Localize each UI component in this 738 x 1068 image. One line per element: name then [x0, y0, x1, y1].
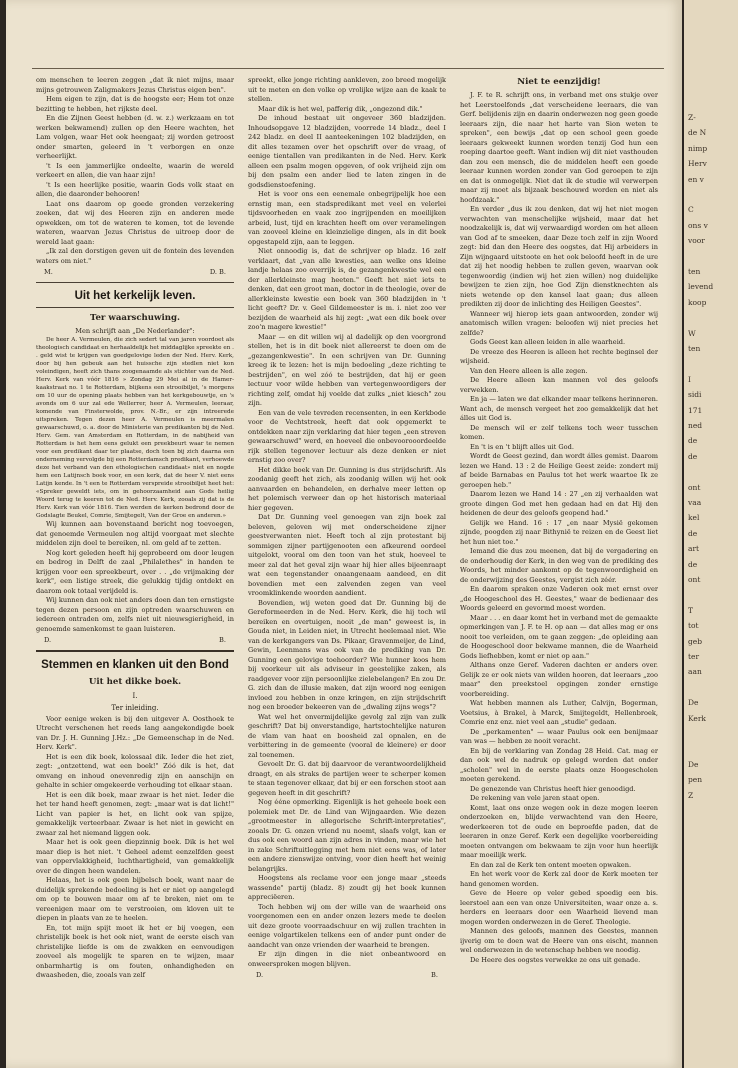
paragraph: En bij de verklaring van Zondag 28 Heid. Cat. mag er dan ook wel de nadruk op gelegd worden dat onder „scholen" wel in de eerste plaats onze Hoogescholen moeten gerekend. — [460, 746, 658, 783]
paragraph: Bovendien, wij weten goed dat Dr. Gunning bij de Gereformeerden in de Ned. Herv. Kerk, die hij toch wil bereiken en overtuigen, nooit „de man" geweest is, in Gouda niet, in Leiden niet, in Utrecht heelemaal niet. Wie van de kerkgangers van Ds. Pikaar, Gravenmeijer, de Lind, Gewin, Leenmans was ook van de prediking van Dr. Gunning een gelovige toehoorder? Wie hunner koos hem bij voorkeur uit als adviseur in geestelijke zaken, als raadgever voor zijn persoonlijke zielebelangen? En zou Dr. G. zich dan de illusie maken, dat zijn woord nog eenigen invloed zou hebben in onze kringen, en zijn strijdschrift nog een broeder bekeeren van de „dwaling zijns wegs"? — [248, 598, 446, 711]
paragraph: De inhoud bestaat uit ongeveer 360 bladzijden. Inhoudsopgave 12 bladzijden, voorrede 14 bladz., deel I 242 bladz. en deel II aanteekeningen 102 bladzijden, en dit alles tezamen over het opschrift over de vraag, of eenige tientallen van predikanten in de Ned. Herv. Kerk alleen een psalm mogen opgeven, of ook vrijheid zijn om bij den psalm een ander lied te laten zingen in de godsdienstoefening. — [248, 114, 446, 189]
adjacent-page-text-fragment: voor — [688, 236, 705, 246]
paragraph: Wanneer wij hierop iets gaan antwoorden, zonder wij anatomisch willen vragen: beloofen wij niet precies het zelfde? — [460, 309, 658, 337]
adjacent-page-text-fragment: vaa — [688, 498, 702, 507]
paragraph: Maar — en dit willen wij al dadelijk op den voorgrond stellen, het is in dit boek niet allereerst te doen om de „gezangenkwestie". In een schrijven van Dr. Gunning kreeg ik te lezen: het is mijn bedoeling „deze richting te bestrijden", en wel zóó te bestrijden, dat hij er geen lectuur voor wilde hebben van vertegenwoordigers der richting zelf, omdat hij voelde dat zulks „niet kiesch" zou zijn. — [248, 332, 446, 407]
column-3 — [460, 76, 658, 1048]
column-1 — [36, 76, 234, 1048]
paragraph: En het werk voor de Kerk zal door de Kerk moeten ter hand genomen worden. — [460, 870, 658, 888]
adjacent-page-text-fragment: T — [688, 605, 694, 615]
paragraph: Daarom lezen we Hand 14 : 27 „en zij verhaalden wat groote dingen God met hen gedaan had en dat Hij den heidenen de deur des geloofs geopend had." — [460, 490, 658, 517]
paragraph: Maar . . . en daar komt het in verband met de gemaakte opmerkingen van J. F. te H. op aan — dat alles mag er ons nooit toe verleiden, om te gaan zeggen: „de opleiding aan de Hoogeschool door bekwame mannen, die de Waarheid Gods liefhebben, komt er niet op aan." — [460, 613, 658, 660]
paragraph: 't Is een heerlijke positie, waarin Gods volk staat en allen, die daaronder behooren! — [36, 180, 234, 198]
paragraph: En ja — laten we dat elkander maar telkens herinneren. Want ach, de mensch vergeet het zoo gemakkelijk dat het álles uit God is. — [460, 395, 658, 422]
paragraph: Dat Dr. Gunning veel genoegen van zijn boek zal beleven, geloven wij met onderscheidene zijner geestverwanten niet. Heeft toch al zijn protestant bij sommigen zijner partijgenooten een afkeurend oordeel uitgelokt, vooral om den toon van het stuk, hoeveel te meer zal dat het geval zijn waar hij hier alles bijeenraapt wat een tegenstander onaangenaam aandeed, en dit bovendien met een zalvenden zegen van veel vroomklinkende woorden aandient. — [248, 513, 446, 597]
section-title: Uit het kerkelijk leven. — [74, 289, 196, 302]
paragraph: Gods Geest kan alleen leiden in alle waarheid. — [470, 338, 626, 346]
article-title: Ter waarschuwing. — [90, 312, 180, 323]
adjacent-page-text-fragment: geb — [688, 636, 703, 646]
paragraph: Hoogstens als reclame voor een jonge maar „steeds wassende" partij (bladz. 8) zoudt gij het boek kunnen appreciëeren. — [248, 874, 446, 901]
adjacent-page-text-fragment: de N — [688, 128, 707, 138]
adjacent-page-text-fragment: de — [688, 436, 698, 446]
adjacent-page-text-fragment: koop — [688, 297, 707, 307]
signature — [248, 971, 446, 981]
paragraph: Hem eigen te zijn, dat is de hoogste eer; Hem tot onze bezitting te hebben, het rijkste deel. — [36, 95, 234, 113]
paragraph: Het is een dik boek, kolossaal dik. Ieder die het ziet, zegt: „ontzettend, wat een boek!" Zóó dik is het, dat omvang en inhoud onevenredig zijn en aanschijn en gehalte in schier omgekeerde verhouding tot elkaar staan. — [36, 752, 234, 789]
paragraph: 't Is een jammerlijke ondeelte, waarin de wereld verkeert en allen, die van haar zijn! — [36, 161, 234, 179]
adjacent-page-text-fragment: art — [688, 544, 700, 554]
article-subtitle: Ter inleiding. — [111, 703, 159, 712]
paragraph: Mannen des geloofs, mannen des Geestes, mannen ijverig om te doen wat de Heere van ons eischt, mannen wel onderwezen in de wetenschap hebben we noodig. — [460, 927, 658, 954]
header-rule — [32, 68, 664, 69]
adjacent-page-text-fragment: Herv — [688, 159, 707, 169]
paragraph: De mensch wil er zelf telkens toch weer tusschen komen. — [460, 423, 658, 441]
signature-left: D. — [44, 636, 52, 644]
paragraph: Niet onnoodig is, dat de schrijver op bladz. 16 zelf verklaart, dat „van alle kwesties, aan welke ons kleine landje helaas zoo overrijk is, de gezangenkwestie wel een der allerkleinste mag heeten." Geeft het niet iets te denken, dat een groot man, doctor in de theologie, over de allerkleinste kwestie een boek van 360 bladzijden in 't licht geeft? Dr. v. Geel Gildemeester is m. i. niet zoo ver bezijden de waarheid als hij zegt: „wat een dik boek over zoo'n magere kwestie!" — [248, 247, 446, 331]
paragraph: De genezende van Christus heeft hier genoodigd. — [470, 784, 636, 793]
column-2 — [248, 76, 446, 1048]
adjacent-page-text-fragment: sidi — [688, 390, 702, 400]
paragraph: En, tot mijn spijt moet ik het er bij voegen, een christelijk boek is het ook niet, want de eerste eisch van christelijke liefde is om de zwakken en eenvoudigen zooveel als mogelijk te sparen en te wijzen, maar onbarmhartig is om fouten, onhandigheden en dwaasheden, die, zooals van zelf — [36, 923, 234, 979]
paragraph: De vreeze des Heeren is alleen het rechte beginsel der wijsheid. — [460, 347, 658, 365]
adjacent-page-text-fragment: de — [688, 559, 698, 569]
paragraph: Het is voor ons een eenemale onbegrijpelijk hoe een ernstig man, een stadspredikant met veel en velerlei tijdsvoorheden en vaak zoo ingrijpenden en moeilijken arbeid, lust, tijd en krachten heeft om over veramelingen van zooveel kleine en kleinzielige dingen, als in dit boek opgestapeld zijn, aan te leggen. — [248, 190, 446, 246]
adjacent-page-text-fragment: Kerk — [688, 713, 706, 723]
adjacent-page-text-fragment: C — [688, 205, 694, 215]
divider — [36, 650, 234, 652]
paragraph: De Heere des oogstes verwekke ze ons uit genade. — [470, 955, 641, 964]
adjacent-page-text-fragment: Z- — [688, 113, 696, 122]
adjacent-page-text-fragment: pen — [688, 775, 703, 785]
paragraph: De Heere alleen kan mannen vol des geloofs verwekken. — [460, 376, 658, 394]
paragraph: Het is een dik boek, maar zwaar is het niet. Ieder die het ter hand heeft genomen, zegt: „maar wat is dat licht!" Licht van papier is het, en licht ook van spijze, gemakkelijk verteerbaar. Zwaar is het niet in gewicht en zwaar zal het niemand liggen ook. — [36, 790, 234, 837]
paragraph: Toch hebben wij om der wille van de waarheid ons voorgenomen een en ander onzen lezers mede te deelen uit deze groote voorraadschuur en wij zullen trachten in eenige volgartikelen telkens een of ander punt onder de aandacht van onze vrienden der waarheid te brengen. — [248, 902, 446, 949]
paragraph: Een van de vele tevreden recensenten, in een Kerkbode voor de Vechtstreek, heeft dat ook opgemerkt te ontdekken naar zijn verklaring dat hier tegen „een streven gewaarschuwd" werd, en hoeveel die onbevoorooordeelde rijk stellen tegenover lectuur als deze denken er niet ernstig zoo over? — [248, 408, 446, 464]
paragraph: De rekening van vele jaren staat open. — [470, 794, 600, 802]
paragraph: Komt, laat ons onze wegen ook in deze mogen leeren onderzoeken en, blijde verwachtend van den Heere, wederkeeren tot de oude en beproefde paden, dat de leeraren in onze Geref. Kerk een degelijke voorbereiding moeten ontvangen om bekwaam te zijn voor hun heerlijk maar moeilijk werk. — [460, 803, 658, 859]
adjacent-page-text-fragment: de — [688, 451, 698, 461]
paragraph: Helaas, het is ook geen bijbelsch boek, want naar de duidelijk sprekende bedoeling is het er niet op aangelegd om op te bouwen maar om af te breken, niet om te vereenigen maar om te verstrooien, om kloven uit te diepen in plaats van ze te heelen. — [36, 876, 234, 922]
adjacent-page-text-fragment: ten — [688, 267, 701, 276]
paragraph: En daarom spraken onze Vaderen ook met ernst over „de Hoogeschool des H. Geestes," waar de bedienaar des Woords geleerd en gevormd moest worden. — [460, 585, 658, 612]
adjacent-page-text-fragment: ter — [688, 652, 700, 661]
section-title: Stemmen en klanken uit den Bond — [41, 658, 229, 671]
adjacent-page-text-fragment: de — [688, 528, 698, 538]
divider — [36, 307, 234, 308]
paragraph: De „perkamenten" — waar Paulus ook een benijmaar van was — hebben ze nooit veracht. — [460, 727, 658, 745]
newspaper-page — [6, 0, 682, 1068]
paragraph: Wij kunnen aan bovenstaand bericht nog toevoegen, dat genoemde Vermeulen nog altijd voorgaat met slechte middelen zijn doel te bereiken, nl. om geld af te zetten. — [36, 520, 234, 547]
adjacent-page-text-fragment: aan — [688, 667, 702, 677]
paragraph: Wat hebben mannen als Luther, Calvijn, Bogerman, Voetsius, à Brakel, à Marck, Smijtegeldt, Hellenbroek, Comrie enz enz. niet veel aan „studie" gedaan. — [460, 699, 658, 726]
paragraph: J. F. te R. schrijft ons, in verband met ons stukje over het Leerstoelfonds „dat verscheidene leeraars, die van Gerf. belijdenis zijn en daarin onderwezen nog geen goede leeraars zijn, die naar het harte van Sion weten te spreken", een bewijs „dat op een school geen goede leeraars gekweekt kunnen worden tenzij God hun een roeping daartoe geeft. Want indien wij dit niet vasthouden dan zou een mensch, die de middelen heeft een goede leeraar kunnen worden zonder van God geroepen te zijn en dat is onmogelijk. Niet dat ik de studie wil verwerpen maar zij moet als bijzaak beschouwd worden en niet als hoofdzaak." — [460, 91, 658, 204]
article-title: Uit het dikke boek. — [88, 676, 182, 687]
paragraph: spreekt, elke jonge richting aankleven, zoo breed mogelijk uit te meten en den volke op vrolijke wijze aan de kaak te stellen. — [248, 76, 446, 103]
adjacent-page-text-fragment: levend — [688, 282, 714, 292]
signature-left: D. — [256, 971, 264, 979]
paragraph: Gelijk we Hand. 16 : 17 „en naar Mysië gekomen zijnde, poogden zij naar Bithynië te reizen en de Geest liet het hun niet toe." — [460, 518, 658, 546]
article-number: I. — [132, 691, 138, 700]
divider — [36, 282, 234, 283]
paragraph: Maar dik is het wel, pafferig dik, „ongezond dik." — [258, 104, 423, 113]
paragraph: Laat ons daarom op goede gronden verzekering zoeken, dat wij des Heeren zijn en anderen mede opwekken, om tot de wateren te komen, tot de levende wateren, waarvan Jezus Christus de uitroep door de wereld laat gaan: — [36, 199, 234, 246]
adjacent-page-text-fragment: De — [688, 698, 699, 708]
paragraph: Wordt de Geest gezind, dan wordt álles gemist. Daarom lezen we Hand. 13 : 2 de Heilige Geest zeide: zondert mij af beide Barnabas en Paulus tot het werk waartoe Ik ze geroepen heb." — [460, 452, 658, 489]
signature — [36, 636, 234, 646]
adjacent-page-text-fragment: W — [688, 328, 696, 338]
adjacent-page-text-fragment: Z — [688, 790, 694, 800]
paragraph: En verder „dus ik zou denken, dat wij het niet mogen verwachten van menschelijke wijsheid, maar dat het noodzakelijk is, dat wij verwaardigd worden om het alleen van God af te smeeken, daar Deze toch zelf in zijn Woord zegt: bid dan den Heere des oogstes, dat Hij arbeiders in Zijn wijngaard uitstoote en het ook beloofd heeft in de ure dat zij het noodig hebben te zullen geven, waarvan ook tegenwoordig (indien wij het zien willen) nog duidelijke bewijzen te zien zijn, hoe God Zijn dienstknechten als niets wetende op den kansel laat gaan; dus alleen predikten zij door de inlichting des Heiligen Geestes". — [460, 205, 658, 308]
adjacent-page-text-fragment: ned — [688, 421, 703, 430]
paragraph: En 't is en 't blijft alles uit God. — [470, 442, 574, 451]
signature-left: M. — [44, 268, 53, 276]
article-source: Men schrijft aan „De Nederlander": — [75, 326, 195, 335]
adjacent-page-text-fragment: ons v — [688, 220, 708, 230]
paragraph: Van den Heere alleen is alle zegen. — [470, 366, 588, 375]
paragraph: Het dikke boek van Dr. Gunning is dus strijdschrift. Als zoodanig geeft het zich, als zoodanig willen wij het ook aanvaarden en behandelen, en derhalve meer letten op het polemisch verweer dan op het historisch materiaal hier gegeven. — [248, 465, 446, 512]
paragraph: Nog ééne opmerking. Eigenlijk is het geheele boek een polemiek met Dr. de Lind van Wijngaarden. Wie dezen „grootmeester in allegorische Schrift-interpretaties", zooals Dr. G. onzen vriend nu noemt, slaafs volgt, kan er dus ook een woord aan zijn adres in vinden, maar wie het in zake Schriftuitlegging met hem niet eens was, of later een andere zienswijze ontving, voor dien heeft het weinig belangrijks. — [248, 798, 446, 873]
adjacent-page-text-fragment: De — [688, 759, 699, 769]
paragraph: Althans onze Geref. Vaderen dachten er anders over. Gelijk ze er ook niets van wilden hooren, dat leeraars „zoo maar" den preekstoel opgingen zonder ernstige voorbereiding. — [460, 661, 658, 698]
adjacent-page-fragment — [684, 0, 738, 1068]
paragraph: En die Zijnen Geest hebben (d. w. z.) werkzaam en tot werken bekwamend) zullen op den Heere wachten, het Lam volgen, waar Het ook heengaat; zij worden getroost onder smarten, geleerd in 't verborgen en onze verheerlijkt. — [36, 114, 234, 160]
signature — [36, 268, 234, 278]
paragraph: Maar het is ook geen diepzinnig boek. Dik is het wel maar diep is het niet. 't Geheel ademt eenzelfden geest van oppervlakkigheid, luchthartigheid, van gemakkelijk over de dingen heen wandelen. — [36, 838, 234, 875]
adjacent-page-text-fragment: I — [688, 374, 691, 384]
paragraph: Wij kunnen dan ook niet anders doen dan ten ernstigste tegen dezen persoon en zijn optreden waarschuwen en iedereen ontraden om, zelfs niet uit nieuwsgierigheid, in genoemde samenkomst te gaan luisteren. — [36, 596, 234, 633]
adjacent-page-text-fragment: 171 — [688, 405, 703, 415]
signature-right: D. B. — [209, 268, 226, 276]
paragraph: Voor eenige weken is bij den uitgever A. Oosthoek te Utrecht verschenen het reeds lang aangekondigde boek van Dr. J. H. Gunning J.Hz.: „De Gemeenschap in de Ned. Herv. Kerk". — [36, 714, 234, 751]
article-title: Niet te eenzijdig! — [517, 77, 601, 87]
adjacent-page-text-fragment: ten — [688, 344, 701, 353]
adjacent-page-text-fragment: tot — [688, 621, 699, 631]
adjacent-page-text-fragment: nimp — [688, 143, 708, 153]
adjacent-page-text-fragment: kel — [688, 513, 700, 523]
adjacent-page-text-fragment: ont — [688, 575, 701, 584]
paragraph: om menschen te leeren zeggen „dat ik niet mijns, maar mijns getrouwen Zaligmakers Jezus Christus eigen ben". — [36, 76, 234, 94]
paragraph: Wat wel het onvermijdelijke gevolg zal zijn van zulk geschrift? Dat bij onverstandige, hartstochtelijke naturen de vlam van haat en boosheid zal opnalen, en de verbittering in de gemeente (vooral de kleinere) er door zal toenemen. — [248, 712, 446, 759]
paragraph: Iemand die dus zou meenen, dat bij de vergadering en de onderhoudig der Kerk, in den weg van de prediking des Woords, het minder aankomt op de tegenwoordigheid en de onderwijzing des Geestes, vergist zich zéér. — [460, 547, 658, 584]
paragraph: Geve de Heere op veler gebed spoedig een bis. leerstoel aan een van onze Universiteiten, waar onze a. s. herders en leeraars door een Waarheid lievend man mogen worden onderwezen in de Geref. Theologie. — [460, 889, 658, 926]
signature-right: B. — [219, 636, 226, 644]
quoted-report: De heer A. Vermeulen, die zich sedert tal van jaren voordoet als theologisch candidaat en herhaaldelijk het middaglijke spreekte en . . geld wist te krijgen van goedgelovige leden der Ned. Herv. Kerk, door bij hen gebeuk aan het huissche zijn stedlen niet kon voleindigen, heeft zich thans zoogenaamde als stichter van de Ned. Herv. Kerk van vóór 1816 » Zondag 29 Mei al in de Hamer-kaakstraat no. 1 te Rotterdam, blijkens een strooibiljet, 's morgens om 10 uur de opening plaats hebben van het kerkgebouwtje, en 's avonds om 6 uur zal ede Wellerrer, heer A. Vermeulen, leeraar, komende van Finsterwolde, prov. N.-Br., er zijn intreerede uitspreken. Tegen dezen heer A. Vermeulen is meermalen gewaarschuwd, o. a. door de Ministerie van predikanten bij de Ned. Herv. Gem. van Amsterdam en Rotterdam, in de nabijheid van Rotterdam is het hem eens gelukt een preekbeurt waar te nemen voor een predikant daar ter plaatse, doch toen bij zich daarna een onderneming vervolgde bij een Rotterdamsch predikant, verhoewde deze het verband van den ethologischen candidaat» niet en nogde hem een Latijnsch boek voor, en een kerk, dat de heer V. niet eens Latijn kende. In 't een te Rotterdam verspreide strooibiljet heet het: «Spreker geweldt iets, om in gehoorzaamheid aan Gods heilig Woord terug te keeren tot de Ned. Herv. Kerk, zooals zij dat is de Herv. Kerk van vóór 1816. Tien werden de kerken bedrond door de Godslagte Beukel, Comrie, Smijtegelt, Van der Groe en anderen.» — [36, 337, 234, 519]
paragraph: En dan zal de Kerk ten ontent moeten opwaken. — [470, 860, 632, 869]
paragraph: Er zijn dingen in die niet onbeantwoord en onweersproken mogen blijven. — [248, 950, 446, 968]
paragraph: Gevoelt Dr. G. dat bij daarvoor de verantwoordelijkheid draagt, en als straks de partijen weer te scherper komen te staan tegenover elkaar, dat bij er een forschen stoot aan gegeven heeft in dit geschrift? — [248, 760, 446, 797]
paragraph: „Ik zal den dorstigen geven uit de fontein des levenden waters om niet." — [36, 247, 234, 265]
signature-right: B. — [431, 971, 438, 979]
paragraph: Nog kort geleden heeft hij geprobeerd om door leugen en bedrog in Delft de zaal „Philalethes" in handen te krijgen voor een spreekbeurt, over . . „de vrijmaking der kerk", een listige streek, die gelukkig tijdig ontdekt en daarom ook totaal verijdeld is. — [36, 548, 234, 595]
adjacent-page-text-fragment: ont — [688, 482, 701, 492]
adjacent-page-text-fragment: en v — [688, 174, 704, 184]
